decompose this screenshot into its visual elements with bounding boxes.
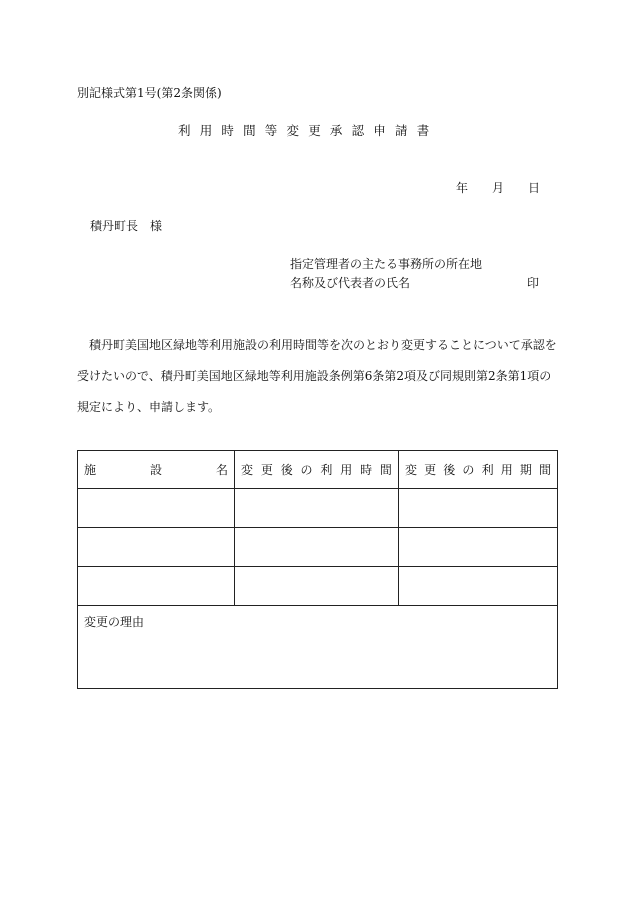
changed-period-cell[interactable] — [399, 567, 558, 606]
addressee: 積丹町長 様 — [90, 219, 163, 233]
document-title: 利用時間等変更承認申請書 — [178, 123, 439, 138]
changed-hours-cell[interactable] — [235, 528, 399, 567]
date-year-label: 年 — [456, 181, 469, 195]
facility-name-cell[interactable] — [78, 567, 235, 606]
header-facility-name-label: 施 設 名 — [84, 463, 228, 477]
header-changed-period — [399, 451, 558, 489]
reason-label: 変更の理由 — [84, 615, 145, 629]
reason-cell[interactable] — [78, 606, 558, 689]
applicant-name-label: 名称及び代表者の氏名 — [290, 276, 411, 290]
table-row — [78, 567, 558, 606]
header-changed-hours-label: 変 更 後 の 利 用 時 間 — [241, 463, 392, 477]
table-row — [78, 528, 558, 567]
seal-mark: 印 — [527, 276, 540, 290]
changed-hours-cell[interactable] — [235, 567, 399, 606]
applicant-address-label: 指定管理者の主たる事務所の所在地 — [290, 257, 483, 271]
date-day-label: 日 — [528, 181, 541, 195]
application-table — [77, 450, 558, 689]
date-line — [456, 179, 540, 196]
table-row — [78, 489, 558, 528]
header-facility-name — [78, 451, 235, 489]
form-number: 別記様式第1号(第2条関係) — [77, 86, 222, 100]
facility-name-cell[interactable] — [78, 528, 235, 567]
facility-name-cell[interactable] — [78, 489, 235, 528]
changed-period-cell[interactable] — [399, 489, 558, 528]
date-month-label: 月 — [492, 181, 505, 195]
application-body-text: 積丹町美国地区緑地等利用施設の利用時間等を次のとおり変更することについて承認を受けたいので、積丹町美国地区緑地等利用施設条例第6条第2項及び同規則第2条第1項の規定により、申請します。 — [77, 338, 557, 414]
changed-period-cell[interactable] — [399, 528, 558, 567]
header-changed-hours — [235, 451, 399, 489]
changed-hours-cell[interactable] — [235, 489, 399, 528]
header-changed-period-label: 変 更 後 の 利 用 期 間 — [405, 463, 551, 477]
table-header-row — [78, 451, 558, 489]
reason-row — [78, 606, 558, 689]
